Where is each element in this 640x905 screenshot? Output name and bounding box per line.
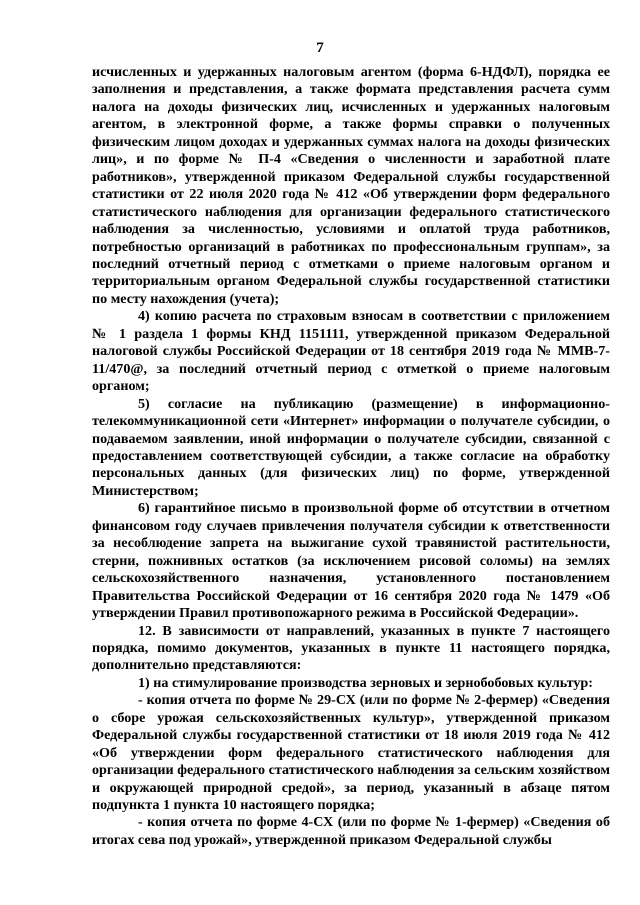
paragraph-bullet-29sh: - копия отчета по форме № 29-СХ (или по форме № 2-фермер) «Сведения о сборе урожая сельскохозяйственных культур», утвержденной приказом Федеральной службы государственной статистики от 18 июля 2019 года № 412 «Об утверждении форм федерального статистического наблюдения для организации федерального статистического наблюдения за сельским хозяйством и окружающей природной средой», за период, указанный в абзаце пятом подпункта 1 пункта 10 настоящего порядка; [92,692,610,814]
paragraph-item-5: 5) согласие на публикацию (размещение) в информационно-телекоммуникационной сети «Интернет» информации о получателе субсидии, о подаваемом заявлении, иной информации о получателе субсидии, связанной с предоставлением соответствующей субсидии, а также согласие на обработку персональных данных (для физических лиц) по форме, утвержденной Министерством; [92,395,610,499]
paragraph-continuation: исчисленных и удержанных налоговым агентом (форма 6-НДФЛ), порядка ее заполнения и представления, а также формата представления расчета сумм налога на доходы физических лиц, исчисленных и удержанных налоговым агентом, в электронной форме, а также формы справки о полученных физическим лицом доходах и удержанных суммах налога на доходы физических лиц», и по форме № П-4 «Сведения о численности и заработной плате работников», утвержденной приказом Федеральной службы государственной статистики от 22 июля 2020 года № 412 «Об утверждении форм федерального статистического наблюдения для организации федерального статистического наблюдения за численностью, условиями и оплатой труда работников, потребностью организаций в работниках по профессиональным группам», за последний отчетный период с отметками о приеме налоговым органом и территориальным органом Федеральной службы государственной статистики по месту нахождения (учета); [92,64,610,307]
paragraph-bullet-4sh: - копия отчета по форме 4-СХ (или по форме № 1-фермер) «Сведения об итогах сева под урожай», утвержденной приказом Федеральной службы [92,814,610,848]
paragraph-item-4: 4) копию расчета по страховым взносам в соответствии с приложением № 1 раздела 1 формы КНД 1151111, утвержденной приказом Федеральной налоговой службы Российской Федерации от 18 сентября 2019 года № ММВ-7-11/470@, за последний отчетный период с отметкой о приеме налоговым органом; [92,308,610,395]
page-number: 7 [316,40,324,56]
paragraph-item-6: 6) гарантийное письмо в произвольной форме об отсутствии в отчетном финансовом году случаев привлечения получателя субсидии к ответственности за несоблюдение запрета на выжигание сухой травянистой растительности, стерни, пожнивных остатков (за исключением рисовой соломы) на землях сельскохозяйственного назначения, установленного постановлением Правительства Российской Федерации от 16 сентября 2020 года № 1479 «Об утверждении Правил противопожарного режима в Российской Федерации». [92,500,610,622]
document-body [92,64,610,849]
paragraph-subitem-1: 1) на стимулирование производства зерновых и зернобобовых культур: [138,674,593,691]
paragraph-section-12: 12. В зависимости от направлений, указанных в пункте 7 настоящего порядка, помимо документов, указанных в пункте 11 настоящего порядка, дополнительно представляются: [92,622,610,674]
